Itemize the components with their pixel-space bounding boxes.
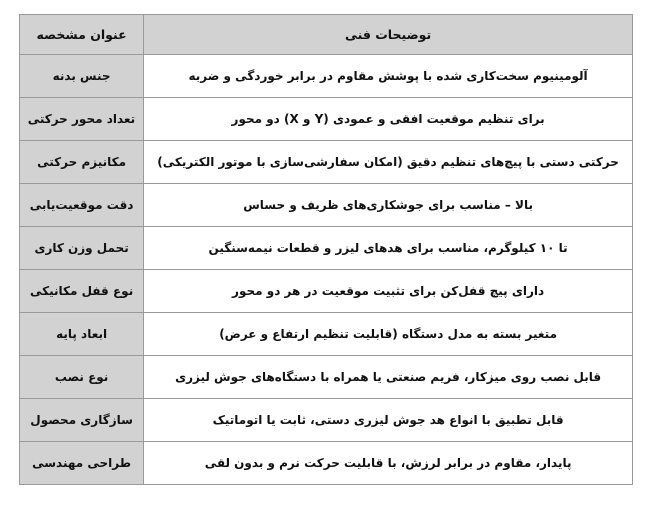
row-value: برای تنظیم موقعیت افقی و عمودی (Y و X) دو محور [144, 98, 633, 141]
row-value: حرکتی دستی با پیچ‌های تنظیم دقیق (امکان سفارشی‌سازی با موتور الکتریکی) [144, 141, 633, 184]
table-body [20, 15, 633, 485]
header-description-column: توضیحات فنی [144, 15, 633, 55]
row-label: نوع قفل مکانیکی [20, 270, 144, 313]
row-label: تعداد محور حرکتی [20, 98, 144, 141]
table-row [20, 55, 633, 98]
table-row [20, 141, 633, 184]
header-title-column: عنوان مشخصه [20, 15, 144, 55]
table-header-row [20, 15, 633, 55]
table-row [20, 227, 633, 270]
row-value: دارای پیچ قفل‌کن برای تثبیت موقعیت در هر دو محور [144, 270, 633, 313]
row-label: مکانیزم حرکتی [20, 141, 144, 184]
row-value: پایدار، مقاوم در برابر لرزش، با قابلیت حرکت نرم و بدون لقی [144, 442, 633, 485]
row-label: جنس بدنه [20, 55, 144, 98]
specifications-table [19, 14, 633, 485]
table-row [20, 442, 633, 485]
table-row [20, 184, 633, 227]
row-label: ابعاد پایه [20, 313, 144, 356]
row-value: آلومینیوم سخت‌کاری شده با پوشش مقاوم در برابر خوردگی و ضربه [144, 55, 633, 98]
row-label: نوع نصب [20, 356, 144, 399]
table-row [20, 270, 633, 313]
table-row [20, 399, 633, 442]
row-value: قابل تطبیق با انواع هد جوش لیزری دستی، ثابت یا اتوماتیک [144, 399, 633, 442]
row-label: طراحی مهندسی [20, 442, 144, 485]
row-value: متغیر بسته به مدل دستگاه (قابلیت تنظیم ارتفاع و عرض) [144, 313, 633, 356]
row-label: تحمل وزن کاری [20, 227, 144, 270]
row-value: بالا – مناسب برای جوشکاری‌های ظریف و حساس [144, 184, 633, 227]
table-row [20, 313, 633, 356]
row-label: دقت موقعیت‌یابی [20, 184, 144, 227]
row-label: سازگاری محصول [20, 399, 144, 442]
row-value: تا ۱۰ کیلوگرم، مناسب برای هدهای لیزر و قطعات نیمه‌سنگین [144, 227, 633, 270]
table-row [20, 98, 633, 141]
table-row [20, 356, 633, 399]
row-value: قابل نصب روی میزکار، فریم صنعتی یا همراه با دستگاه‌های جوش لیزری [144, 356, 633, 399]
